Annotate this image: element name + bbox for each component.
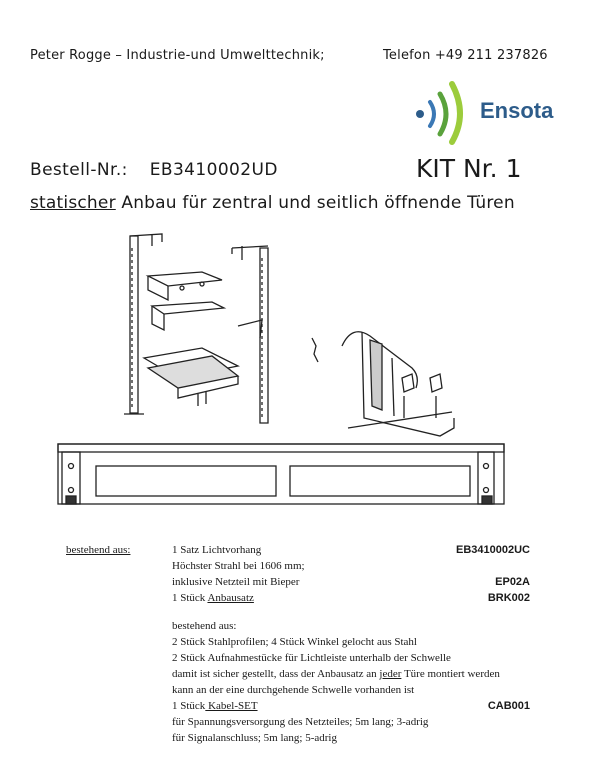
kit-title: KIT Nr. 1 xyxy=(416,154,522,183)
list-line xyxy=(172,668,500,680)
kabel-set-link[interactable]: Kabel-SET xyxy=(205,700,258,712)
order-number: EB3410002UD xyxy=(149,160,278,180)
list-line-prefix: damit ist sicher gestellt, dass der Anbausatz an xyxy=(172,668,380,680)
list-line: 1 Satz Lichtvorhang xyxy=(172,544,262,556)
list-line: inklusive Netzteil mit Bieper xyxy=(172,576,300,588)
order-number-line xyxy=(30,160,278,180)
jeder-emphasis: jeder xyxy=(379,668,402,680)
phone-number: Telefon +49 211 237826 xyxy=(383,48,548,63)
light-curtain-assembly-drawing xyxy=(58,444,504,504)
list-line: kann an der eine durchgehende Schwelle vorhanden ist xyxy=(172,684,415,696)
list-line: bestehend aus: xyxy=(172,620,237,632)
ensota-logo xyxy=(408,76,558,146)
list-line-suffix: Türe montiert werden xyxy=(401,668,500,680)
list-line-prefix: 1 Stück xyxy=(172,592,208,604)
part-code: EP02A xyxy=(495,576,530,588)
bracket-drawings xyxy=(144,272,262,406)
list-label: bestehend aus: xyxy=(66,544,131,556)
signal-waves-logo-icon xyxy=(408,76,480,146)
anbausatz-link[interactable]: Anbausatz xyxy=(207,592,254,604)
list-line xyxy=(172,700,258,712)
list-line: 2 Stück Aufnahmestücke für Lichtleiste unterhalb der Schwelle xyxy=(172,652,451,664)
threshold-detail-drawing xyxy=(312,332,454,436)
list-line-prefix: 1 Stück xyxy=(172,700,206,712)
part-code: BRK002 xyxy=(487,592,530,604)
subtitle-rest: Anbau für zentral und seitlich öffnende Türen xyxy=(115,193,515,213)
right-post-drawing xyxy=(232,246,268,423)
list-line: für Signalanschluss; 5m lang; 5-adrig xyxy=(172,732,337,744)
subtitle xyxy=(30,193,515,213)
list-line: 2 Stück Stahlprofilen; 4 Stück Winkel gelocht aus Stahl xyxy=(172,636,417,648)
list-line: Höchster Strahl bei 1606 mm; xyxy=(172,560,305,572)
part-code: CAB001 xyxy=(487,700,530,712)
technical-drawings xyxy=(52,228,552,518)
subtitle-underlined: statischer xyxy=(30,193,116,213)
part-code: EB3410002UC xyxy=(456,544,530,556)
order-label: Bestell-Nr.: xyxy=(30,160,128,180)
list-line xyxy=(172,592,254,604)
left-post-drawing xyxy=(124,234,162,414)
company-name: Peter Rogge – Industrie-und Umwelttechnik; xyxy=(30,48,325,63)
logo-text: Ensota xyxy=(480,98,554,123)
list-line: für Spannungsversorgung des Netzteiles; 5m lang; 3-adrig xyxy=(172,716,429,728)
